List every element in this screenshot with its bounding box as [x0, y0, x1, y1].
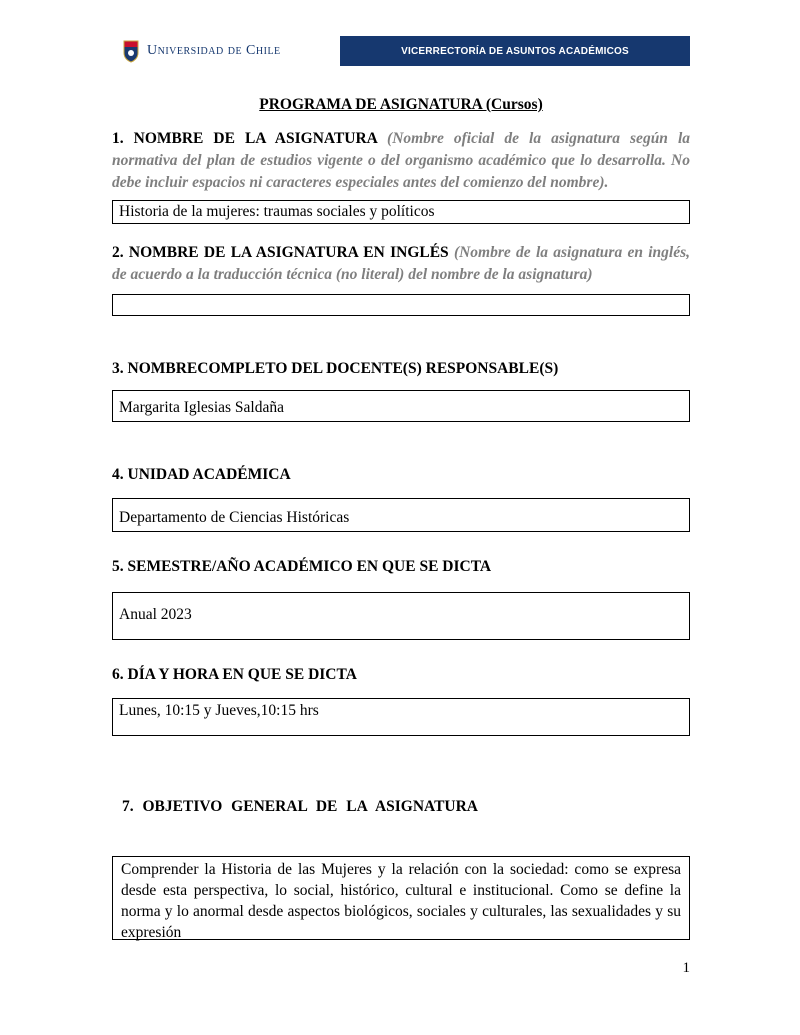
field-2-label-text: 2. NOMBRE DE LA ASIGNATURA EN INGLÉS — [112, 244, 449, 261]
page-number: 1 — [682, 960, 690, 976]
field-1-value: Historia de la mujeres: traumas sociales y políticos — [119, 203, 435, 220]
field-6-value: Lunes, 10:15 y Jueves,10:15 hrs — [119, 702, 319, 719]
field-3-value: Margarita Iglesias Saldaña — [119, 399, 284, 416]
field-2-note: (Nombre de la asignatura en inglés, de acuerdo a la traducción técnica (no literal) del nombre de la asignatura) — [112, 244, 691, 283]
field-1-label-text: 1. NOMBRE DE LA ASIGNATURA — [112, 130, 378, 147]
field-3-value-box[interactable] — [112, 390, 690, 422]
field-5-value-box[interactable] — [112, 592, 690, 640]
field-5-value: Anual 2023 — [119, 606, 192, 623]
document-title: PROGRAMA DE ASIGNATURA (Cursos) — [259, 96, 543, 113]
field-4-value: Departamento de Ciencias Históricas — [119, 509, 350, 526]
field-6-label: 6. DÍA Y HORA EN QUE SE DICTA — [112, 666, 357, 683]
field-2-value-box[interactable] — [112, 294, 690, 316]
university-name: Universidad de Chile — [147, 43, 281, 58]
field-1-note: (Nombre oficial de la asignatura según la normativa del plan de estudios vigente o del organismo académico que lo desarrolla. No debe incluir espacios ni caracteres especiales antes del comienzo del nombre). — [112, 130, 691, 191]
field-1-label — [112, 128, 690, 194]
field-6-value-box[interactable] — [112, 698, 690, 736]
field-2-label — [112, 242, 690, 286]
field-3-label: 3. NOMBRECOMPLETO DEL DOCENTE(S) RESPONSABLE(S) — [112, 360, 559, 377]
field-7-value: Comprender la Historia de las Mujeres y la relación con la sociedad: como se expresa desde esta perspectiva, lo social, histórico, cultural e institucional. Como se define la norma y lo anormal desde aspectos biológicos, sociales y culturales, las sexualidades y su expresión — [121, 861, 681, 941]
header-banner — [112, 36, 690, 66]
field-5-label: 5. SEMESTRE/AÑO ACADÉMICO EN QUE SE DICTA — [112, 558, 492, 575]
banner-title: VICERRECTORÍA DE ASUNTOS ACADÉMICOS — [401, 45, 629, 57]
university-crest-icon — [122, 39, 140, 63]
field-1-value-box[interactable] — [112, 200, 690, 224]
university-logo — [112, 36, 340, 66]
field-7-label: 7. OBJETIVO GENERAL DE LA ASIGNATURA — [122, 798, 479, 815]
field-4-value-box[interactable] — [112, 498, 690, 532]
field-4-label: 4. UNIDAD ACADÉMICA — [112, 466, 291, 483]
field-7-value-box[interactable] — [112, 856, 690, 940]
